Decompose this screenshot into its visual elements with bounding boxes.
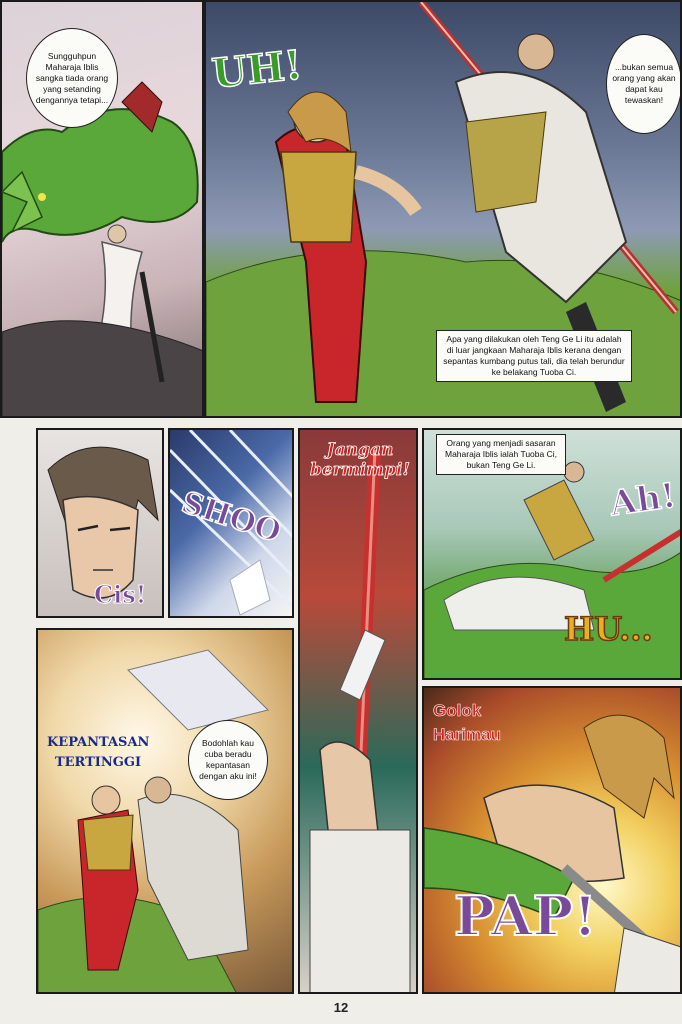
panel-2 (204, 0, 682, 418)
sfx-ah: Ah! (607, 475, 679, 525)
narration-caption: Orang yang menjadi sasaran Maharaja Iblis ialah Tuoba Ci, bukan Teng Ge Li. (436, 434, 566, 475)
sfx-hu: HU... (564, 610, 653, 648)
sfx-cis: Cis! (94, 580, 147, 609)
speech-bubble: Bodohlah kau cuba beradu kepantasan dengan aku ini! (188, 720, 268, 800)
panel-1 (0, 0, 204, 418)
warriors-illustration (38, 630, 294, 994)
sfx-pap: PAP! (454, 884, 597, 948)
spear-illustration (300, 430, 418, 994)
sfx-uh: UH! (209, 41, 305, 98)
speech-bubble: ...bukan semua orang yang akan dapat kau tewaskan! (606, 34, 682, 134)
panel-4 (168, 428, 294, 618)
panel-8 (422, 686, 682, 994)
technique-label: KEPANTASAN TERTINGGI (47, 735, 150, 770)
page-number: 12 (333, 1000, 349, 1015)
panel-6 (422, 428, 682, 680)
sfx-shoo: SHOO (177, 485, 286, 550)
sfx-jangan-bermimpi: Jangan bermimpi! (310, 440, 410, 480)
panel-3 (36, 428, 164, 618)
narration-caption: Apa yang dilakukan oleh Teng Ge Li itu adalah di luar jangkaan Maharaja Iblis kerana dengan sepantas kumbang putus tali, dia telah berundur ke belakang Tuoba Ci. (436, 330, 632, 382)
panel-7 (36, 628, 294, 994)
panel-5 (298, 428, 418, 994)
technique-label: Golok Harimau (433, 701, 502, 744)
speech-bubble: Sungguhpun Maharaja Iblis sangka tiada orang yang setanding dengannya tetapi... (26, 28, 118, 128)
